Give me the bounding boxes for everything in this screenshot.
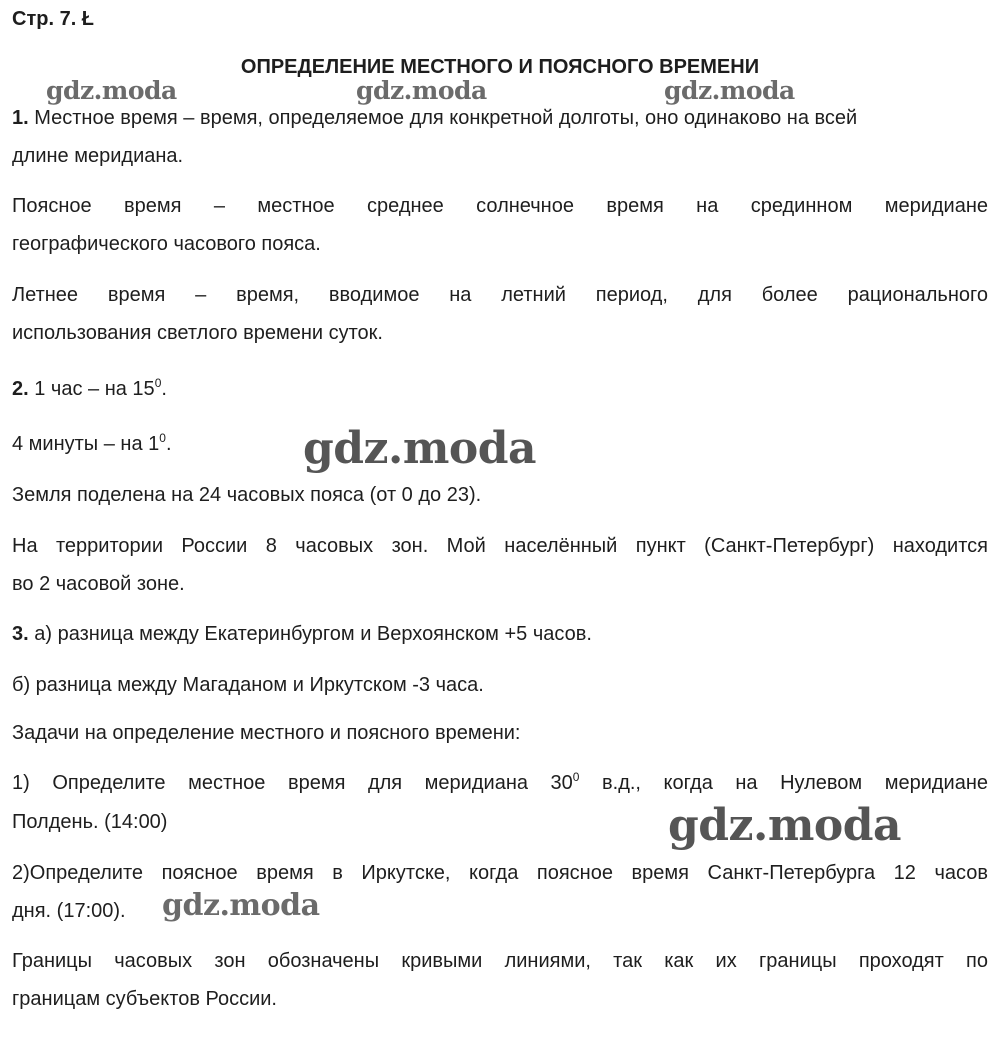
summer-time-def-line1: Летнее время – время, вводимое на летний период, для более рационального bbox=[12, 284, 988, 306]
task1-line1 bbox=[12, 765, 988, 802]
section1-line2: длине меридиана. bbox=[12, 145, 184, 167]
task1-text-b: в.д., когда на Нулевом меридиане bbox=[579, 772, 988, 794]
section2-number: 2. bbox=[12, 378, 29, 400]
watermark: gdz.moda bbox=[303, 423, 537, 474]
period: . bbox=[165, 433, 172, 455]
local-time-def-line1: Поясное время – местное среднее солнечное время на срединном меридиане bbox=[12, 195, 988, 217]
local-time-def-line2: географического часового пояса. bbox=[12, 233, 321, 255]
section3-line-a bbox=[12, 616, 988, 653]
watermark: gdz.moda bbox=[46, 76, 177, 105]
hour-degree-text: 1 час – на 15 bbox=[34, 378, 155, 400]
section1-number: 1. bbox=[12, 107, 29, 129]
summer-time-def-line2: использования светлого времени суток. bbox=[12, 322, 383, 344]
section3-line-b: б) разница между Магаданом и Иркутском -3 часа. bbox=[12, 674, 484, 696]
watermark: gdz.moda bbox=[162, 888, 320, 923]
degree-sup: 0 bbox=[159, 431, 166, 445]
section3-a-text: а) разница между Екатеринбургом и Верхоянском +5 часов. bbox=[34, 623, 592, 645]
task2-line1: 2)Определите поясное время в Иркутске, когда поясное время Санкт-Петербурга 12 часов bbox=[12, 862, 988, 884]
degree-sup: 0 bbox=[154, 376, 162, 390]
section2-line3: Земля поделена на 24 часовых пояса (от 0 до 23). bbox=[12, 484, 482, 506]
final-line1: Границы часовых зон обозначены кривыми линиями, так как их границы проходят по bbox=[12, 950, 988, 972]
period: . bbox=[161, 378, 167, 400]
final-line2: границам субъектов России. bbox=[12, 988, 277, 1010]
degree-sup: 0 bbox=[572, 770, 580, 784]
minutes-degree-text: 4 минуты – на 1 bbox=[12, 433, 160, 455]
section2-line1 bbox=[12, 371, 988, 408]
task1-line2: Полдень. (14:00) bbox=[12, 811, 168, 833]
section3-number: 3. bbox=[12, 623, 29, 645]
tasks-title: Задачи на определение местного и поясного времени: bbox=[12, 722, 521, 744]
section2-line5: во 2 часовой зоне. bbox=[12, 573, 185, 595]
watermark: gdz.moda bbox=[356, 76, 487, 105]
page-label: Стр. 7. Ł bbox=[12, 8, 95, 30]
watermark: gdz.moda bbox=[664, 76, 795, 105]
section2-line4: На территории России 8 часовых зон. Мой населённый пункт (Санкт-Петербург) находится bbox=[12, 535, 988, 557]
watermark: gdz.moda bbox=[668, 800, 902, 851]
task1-text-a: 1) Определите местное время для меридиана 30 bbox=[12, 772, 573, 794]
page-title: ОПРЕДЕЛЕНИЕ МЕСТНОГО И ПОЯСНОГО ВРЕМЕНИ bbox=[240, 56, 760, 78]
task2-line2: дня. (17:00). bbox=[12, 900, 126, 922]
section2-line2 bbox=[12, 426, 988, 463]
section1-line1 bbox=[12, 100, 988, 137]
section1-text: Местное время – время, определяемое для конкретной долготы, оно одинаково на всей bbox=[34, 107, 858, 129]
